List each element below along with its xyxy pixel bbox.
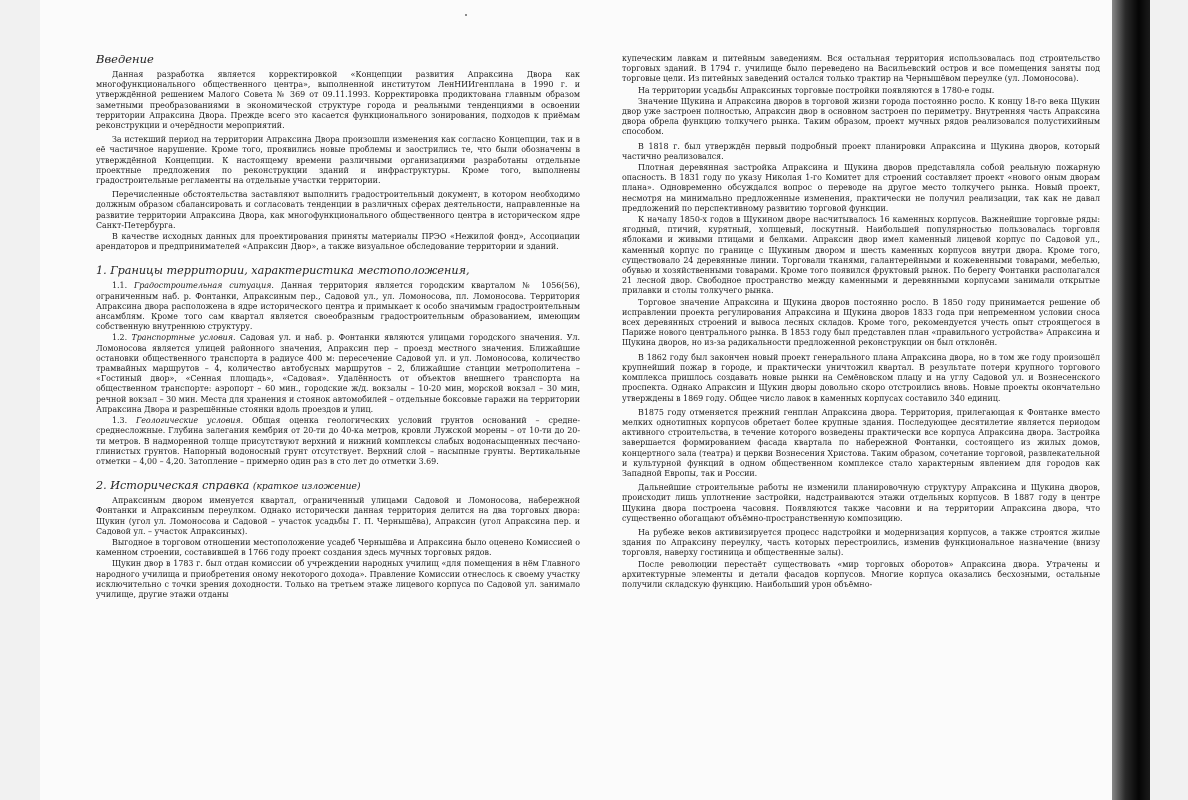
intro-paragraph: За истекший период на территории Апраксина Двора произошли изменения как согласно Концепции, так и в её частичное нарушение. Кроме того, проявились новые проблемы и заострились те, что были обозначены в утверждённой Концепции. К настоящему времени различными организациями разработаны отдельные проектные предложения по реконструкции зданий и инфраструктуры. Кроме того, выполнены градостроительные регламенты на отдельные участки территории. bbox=[96, 135, 580, 186]
item-number: 1.2. bbox=[112, 333, 132, 343]
history-paragraph: После революции перестаёт существовать «мир торговых оборотов» Апраксина двора. Утрачены и архитектурные элементы и детали фасадов корпусов. Многие корпуса оказались бесхозными, остальные получили складскую функцию. Наибольший урон объёмно- bbox=[622, 559, 1100, 589]
intro-paragraph: В качестве исходных данных для проектирования приняты материалы ПРЭО «Нежилой фонд», Ассоциации арендаторов и предпринимателей «Апраксин Двор», а также визуальное обследование территории и зданий. bbox=[96, 232, 580, 252]
section2-paragraph: Щукин двор в 1783 г. был отдан комиссии об учреждении народных училищ «для помещения в нём Главного народного училища и приобретения оному некоторого дохода». Правление Комиссии отнеслось к своему участку исключительно с точки зрения доходности. Только на третьем этаже лицевого корпуса по Садовой ул. занимало училище, другие этажи отданы bbox=[96, 559, 580, 599]
history-paragraph: купеческим лавкам и питейным заведениям. Вся остальная территория использовалась под строительство торговых зданий. В 1794 г. училище было переведено на Васильевский остров и все помещения заняты под торговые цели. Из питейных заведений остался только трактир на Чернышёвом переулке (ул. Ломоносова). bbox=[622, 54, 1100, 84]
section2-paragraph: Апраксиным двором именуется квартал, ограниченный улицами Садовой и Ломоносова, набережной Фонтанки и Апраксиным переулком. Однако исторически данная территория делится на два торговых двора: Щукин (угол ул. Ломоносова и Садовой – участок усадьбы Г. П. Чернышёва), Апраксин (угол Апраксина пер. и Садовой ул. – участок Апраксиных). bbox=[96, 496, 580, 536]
item-heading: Геологические условия. bbox=[135, 416, 244, 426]
history-paragraph: В1875 году отменяется прежний генплан Апраксина двора. Территория, прилегающая к Фонтанке вместо мелких однотипных корпусов обретает более крупные здания. Последующее десятилетие является периодом активного строительства, в течение которого возведены практически все корпуса Апраксина двора. Застройка завершается формированием фасада квартала по набережной Фонтанки, состоящего из жилых домов, концертного зала (театра) и церкви Вознесения Христова. Таким образом, сочетание торговой, развлекательной и культурной функций в одном общественном комплексе стало характерным явлением для городов как Западной Европы, так и России. bbox=[622, 407, 1100, 478]
item-text: Садовая ул. и наб. р. Фонтанки являются улицами городского значения. Ул. Ломоносова является улицей районного значения, Апраксин пер – проезд местного значения. Ближайшие остановки общественного транспорта в радиусе 400 м: пересечение Садовой ул. и ул. Ломоносова, количество трамвайных маршрутов – 4, количество автобусных маршрутов – 2, ближайшие станции метрополитена – «Гостиный двор», «Сенная площадь», «Садовая». Удалённость от объектов внешнего транспорта на общественном транспорте: аэропорт – 60 мин., городские ж/д. вокзалы – 10-20 мин, морской вокзал – 30 мин, речной вокзал – 30 мин. Места для хранения и стоянок автомобилей – отдельные боксовые гаражи на территории Апраксина Двора и разрешённые стоянки вдоль проездов и улиц. bbox=[96, 333, 580, 414]
history-paragraph: Плотная деревянная застройка Апраксина и Щукина дворов представляла собой реальную пожарную опасность. В 1831 году по указу Николая 1-го Комитет для строений составляет проект «нового оным дворам плана». Одновременно обсуждался вопрос о переводе на другое место толкучего рынка. Новый проект, несмотря на минимально предложенные изменения, практически не получил реализации, так как не давал предложений по перспективному развитию торговой функции. bbox=[622, 163, 1100, 213]
item-text: Данная территория является городским кварталом № 1056(56), ограниченным наб. р. Фонтанки, Апраксиным пер., Садовой ул., ул. Ломоносова, пл. Ломоносова. Территория Апраксина двора расположена в ядре исторического центра и примыкает к особо значимым градостроительным ансамблям. Кроме того сам квартал является своеобразным градостроительным образованием, имеющим собственную внутреннюю структуру. bbox=[96, 281, 580, 332]
history-paragraph: Дальнейшие строительные работы не изменили планировочную структуру Апраксина и Щукина дворов, происходит лишь уплотнение застройки, надстраиваются этажи отдельных корпусов. В 1887 году в центре Щукина двора построена часовня. Появляются также часовни и на территории Апраксина двора, что существенно обогащают объёмно-пространственную композицию. bbox=[622, 483, 1100, 523]
section2-subtitle: (краткое изложение) bbox=[252, 481, 361, 493]
section1-paragraph bbox=[96, 333, 580, 415]
intro-paragraph: Перечисленные обстоятельства заставляют выполнить градостроительный документ, в котором необходимо должным образом сбалансировать и согласовать тенденции в различных сферах деятельности, направленные на развитие территории Апраксина Двора, как многофункционального общественного центра в историческом ядре Санкт-Петербурга. bbox=[96, 190, 580, 230]
item-text: Общая оценка геологических условий грунтов оснований – средне-среднесложные. Глубина залегания кембрия от 20-ти до 40-ка метров, кровли Лужской морены – от 10-ти до 20-ти метров. В надморенной толще присутствуют верхний и нижний комплексы слабых водонасыщенных песчано-глинистых грунтов. Напорный водоносный грунт отсутствует. Верхний слой – насыпные грунты. Вертикальные отметки – 4,00 – 4,20. Затопление – примерно один раз в сто лет до отметки 3.69. bbox=[96, 416, 580, 466]
item-heading: Градостроительная ситуация. bbox=[134, 281, 274, 291]
history-paragraph: В 1818 г. был утверждён первый подробный проект планировки Апраксина и Щукина дворов, который частично реализовался. bbox=[622, 141, 1100, 161]
section2-heading: 2. Историческая справка bbox=[96, 479, 250, 493]
scan-speck bbox=[465, 14, 467, 16]
history-paragraph: Торговое значение Апраксина и Щукина дворов постоянно росло. В 1850 году принимается решение об исправлении проекта регулирования Апраксина и Щукина дворов 1833 года при непременном условии сноса всех деревянных строений и вывоса лесных складов. Кроме того, рекомендуется учесть опыт строящегося в Париже нового центрального рынка. В 1853 году был представлен план «правильного устройства» Апраксина и Щукина дворов, но из-за радикальности предложенной реконструкции он был отклонён. bbox=[622, 297, 1100, 348]
section1-paragraph bbox=[96, 416, 580, 467]
item-number: 1.1. bbox=[112, 281, 135, 291]
section1-title: 1. Границы территории, характеристика местоположения, bbox=[96, 264, 470, 278]
history-paragraph: Значение Щукина и Апраксина дворов в торговой жизни города постоянно росло. К концу 18-го века Щукин двор уже застроен полностью, Апраксин двор в основном застроен по периметру. Внутренняя часть Апраксина двора обрела функцию толкучего рынка. Таким образом, проект мучных рядов реализовался полустихийным способом. bbox=[622, 96, 1100, 137]
intro-paragraph: Данная разработка является корректировкой «Концепции развития Апраксина Двора как многофункционального общественного центра», выполненной институтом ЛенНИИгенплана в 1990 г. и утверждённой решением Малого Совета № 369 от 09.11.1993. Корректировка продиктована главным образом заметными преобразованиями в экономической структуре города и реальными тенденциями в освоении территории Апраксина Двора. Прежде всего это касается функционального зонирования, подходов к приёмам реконструкции и очерёдности мероприятий. bbox=[96, 70, 580, 131]
section2-title bbox=[96, 479, 580, 492]
item-heading: Транспортные условия. bbox=[131, 333, 236, 343]
item-number: 1.3. bbox=[112, 416, 136, 426]
left-column bbox=[96, 52, 580, 601]
section1-paragraph bbox=[96, 281, 580, 332]
intro-title: Введение bbox=[96, 52, 154, 66]
right-column bbox=[622, 54, 1100, 591]
section2-paragraph: Выгодное в торговом отношении местоположение усадеб Чернышёва и Апраксина было оценено Комиссией о каменном строении, составившей в 1766 году проект создания здесь мучных торговых рядов. bbox=[96, 537, 580, 558]
history-paragraph: На территории усадьбы Апраксиных торговые постройки появляются в 1780-е годы. bbox=[638, 85, 995, 95]
document-page bbox=[40, 0, 1150, 800]
history-paragraph: К началу 1850-х годов в Щукином дворе насчитывалось 16 каменных корпусов. Важнейшие торговые ряды: ягодный, птичий, курятный, холщевый, лоскутный. Наибольшей популярностью пользовалась торговля яблоками и живыми птицами и белками. Апраксин двор имел каменный лицевой корпус по Садовой ул., каменный корпус по границе с Щукиным двором и шесть каменных корпусов внутри двора. Кроме того, существовало 24 деревянные линии. Торговали тканями, галантерейными и кожевенными товарами, мебелью, обувью и хозяйственными товарами. Кроме того появился фруктовый рынок. По берегу Фонтанки располагался 21 лесной двор. Свободное пространство между каменными и деревянными корпусами занимали открытые прилавки и столы толкучего рынка. bbox=[622, 215, 1100, 296]
history-paragraph: На рубеже веков активизируется процесс надстройки и модернизация корпусов, а также строятся жилые здания по Апраксину переулку, часть которых перестроились, изменив функциональное назначение (внизу торговля, наверху гостиница и общественные залы). bbox=[622, 527, 1100, 558]
history-paragraph: В 1862 году был закончен новый проект генерального плана Апраксина двора, но в том же году произошёл крупнейший пожар в городе, и практически уничтожил квартал. В результате потери крупного торгового комплекса пришлось создавать новые рынки на Семёновском плацу и на углу Садовой ул. и Вознесенского проспекта. Однако Апраксин и Щукин дворы довольно скоро отстроились вновь. Новые проекты окончательно утверждены в 1869 году. Общее число лавок в каменных корпусах составило 340 единиц. bbox=[622, 352, 1100, 403]
book-spine-shadow bbox=[1112, 0, 1150, 800]
